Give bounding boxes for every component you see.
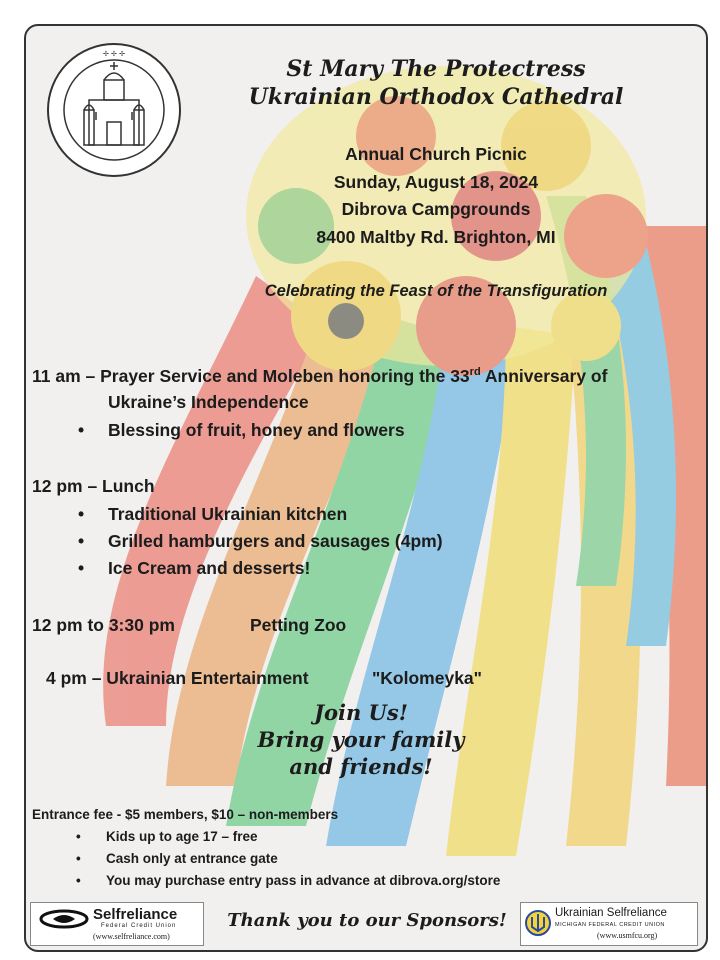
sponsor-logo-ukrainian-selfreliance <box>520 902 698 946</box>
list-item: • You may purchase entry pass in advance at dibrova.org/store <box>106 873 500 888</box>
petting-zoo-time: 12 pm to 3:30 pm <box>32 615 175 635</box>
ordinal-suffix: rd <box>469 366 481 379</box>
entertainment-name: "Kolomeyka" <box>372 668 482 688</box>
sponsor-right-sub: MICHIGAN FEDERAL CREDIT UNION <box>555 922 665 928</box>
sponsor-logo-selfreliance <box>30 902 204 946</box>
church-name-line1: St Mary The Protectress <box>286 56 586 82</box>
prayer-text-end: Anniversary of <box>480 366 608 386</box>
event-venue: Dibrova Campgrounds <box>341 199 531 219</box>
entrance-fee: Entrance fee - $5 members, $10 – non-members <box>32 807 339 822</box>
join-us-line2: Bring your family <box>257 727 465 752</box>
sponsor-left-sub: Federal Credit Union <box>101 923 177 929</box>
sponsor-left-name: Selfreliance <box>93 906 178 923</box>
svg-text:✢ ✢ ✢: ✢ ✢ ✢ <box>102 50 126 58</box>
list-item: • Cash only at entrance gate <box>106 851 278 866</box>
selfreliance-logo-icon <box>39 909 89 929</box>
sponsor-thanks: Thank you to our Sponsors! <box>227 910 507 931</box>
list-item: • Kids up to age 17 – free <box>106 829 258 844</box>
flyer <box>24 24 708 952</box>
schedule-item-prayer <box>32 366 607 387</box>
event-name: Annual Church Picnic <box>345 144 527 164</box>
entertainment-text: 4 pm – Ukrainian Entertainment <box>46 668 309 688</box>
join-us-line3: and friends! <box>289 754 433 779</box>
church-name-line2: Ukrainian Orthodox Cathedral <box>248 84 624 110</box>
prayer-continuation: Ukraine’s Independence <box>108 392 309 412</box>
event-theme: Celebrating the Feast of the Transfiguration <box>264 282 608 300</box>
join-us-line1: Join Us! <box>314 700 408 725</box>
event-date: Sunday, August 18, 2024 <box>333 172 539 192</box>
list-item: • Ice Cream and desserts! <box>108 558 310 579</box>
prayer-text: 11 am – Prayer Service and Moleben honoring the 33 <box>32 366 470 386</box>
trident-emblem-icon <box>525 909 551 937</box>
sponsor-right-url: (www.usmfcu.org) <box>597 931 658 940</box>
schedule-item-lunch: 12 pm – Lunch <box>32 476 155 496</box>
list-item: • Blessing of fruit, honey and flowers <box>108 420 405 441</box>
petting-zoo-label: Petting Zoo <box>250 615 347 635</box>
list-item: • Traditional Ukrainian kitchen <box>108 504 347 525</box>
sponsor-left-url: (www.selfreliance.com) <box>93 932 170 941</box>
sponsor-right-name: Ukrainian Selfreliance <box>555 907 667 919</box>
list-item: • Grilled hamburgers and sausages (4pm) <box>108 531 443 552</box>
event-address: 8400 Maltby Rd. Brighton, MI <box>316 227 556 247</box>
church-seal-logo <box>44 40 184 180</box>
